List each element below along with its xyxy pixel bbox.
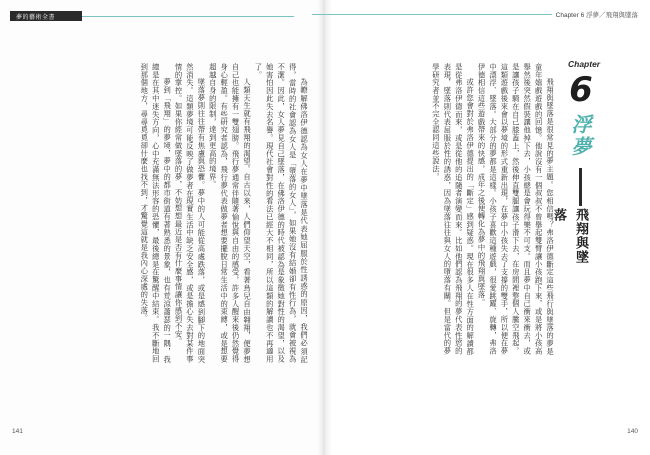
chapter-subtitle: 飛翔與墜落 <box>551 208 588 264</box>
chapter-title: 浮夢 <box>568 114 592 158</box>
header-rule <box>82 16 294 17</box>
paragraph: 墜落夢則往往帶有焦慮與恐懼。夢中的人可能從高處跌落，或是感到腳下的地面突然消失。這類夢境可能反映了做夢者在現實生活中缺乏安全感，或是擔心失去對某件事情的掌控。如果你經常做墜落的夢，不妨想想最近是否有什麼事情讓你感到不安。 <box>174 63 207 363</box>
chapter-tag: Chapter <box>568 59 601 69</box>
page-number-right: 140 <box>627 428 638 435</box>
running-header-left <box>10 11 294 21</box>
book-title-bar <box>10 11 82 21</box>
title-rule <box>579 168 582 206</box>
paragraph: 為瞭解佛洛伊德認為女人在夢中墜落是代表她屈服於性誘惑的原因，我們必須記得，當時的社會認為女人是「墮落的女人」，如果她沒有結婚卻有性行為，就會被視為不潔。因此，女人夢見自己墜落，在佛洛伊德的時代被認為是象徵她對性的渴望，以及她害怕因此失去名譽。現代社會對性的看法已經大不相同，所以這類的解讀也不再適用了。 <box>254 63 309 363</box>
chapter-label: Chapter 6 浮夢／飛翔與墜落 <box>555 11 638 19</box>
book-title: 夢的藝術全書 <box>16 13 56 21</box>
paragraph: 夢到「飛翔」的夢境，夢中的都市街道有著熟悉的景象，也有荒涼蕭瑟的一隅，我總是在其中迷失方向，心中充滿無法形容的恐懼，最後總是在驚醒中結束。我不斷地回到那個地方，尋尋覓覓卻什麼也找不到，才驚覺這就是我內心深處的失落。 <box>140 63 173 363</box>
left-page-body <box>30 63 310 363</box>
page-number-left: 141 <box>12 428 23 435</box>
book-gutter <box>318 0 332 455</box>
paragraph: 或許您會對於弗洛伊德提出的「斷定」感到疑惑。現在很多人在性方面的解讀都是從弗洛伊德而來，或是從他的追隨者演變而來。比如他們認為飛翔的夢代表性慾的表現，墜落則代表屈服於性的誘惑，因為墜落往往與女人的墮落有關。但是當代的夢學研究者並不完全認同這些說法。 <box>431 63 476 355</box>
chapter-number: 6 <box>569 70 593 110</box>
header-rule <box>312 14 552 15</box>
right-page-body <box>340 63 556 355</box>
running-header-right <box>312 9 638 19</box>
paragraph: 飛翔與墜落是很常見的夢主題。您相信嗎？弗洛伊德斷定這些飛行與墜落的夢是童年嬉戲遊戲的回憶。他說沒有一個叔叔不曾舉起雙臂讓小孩跑下來，或是將小孩高舉然後突然假裝讓他掉下去，小孩總是會玩得樂不可支。而且夢中自己衝來衝去，或是讓孩子騎在自己膝蓋上，然後伸直雙腿讓孩子滑下去，在房間裡整個人騰空飛起。這類遊戲後來會以夢境的形式重新出現，在夢中小孩失去了支撐的雙手，所以便在夢中漂浮、墜落。大部分的夢都是這樣。小孩子喜歡這種遊戲，很愛跳躍、旋轉，弗洛伊德相信這些遊戲帶來的快感，成年之後便轉化為夢中的飛翔與墜落。 <box>477 63 555 355</box>
paragraph: 人類天生就有飛翔的渴望。自古以來，人們仰望天空，看著鳥兒自由翱翔，便夢想自己也能擁有一雙翅膀。飛行夢通常伴隨著愉悅與自由的感受，許多人醒來後仍然覺得身心輕盈。有些研究者認為，飛行夢代表做夢者想要擺脫日常生活中的束縛，或是想要超越自身的限制，達到更高的境界。 <box>208 63 252 363</box>
